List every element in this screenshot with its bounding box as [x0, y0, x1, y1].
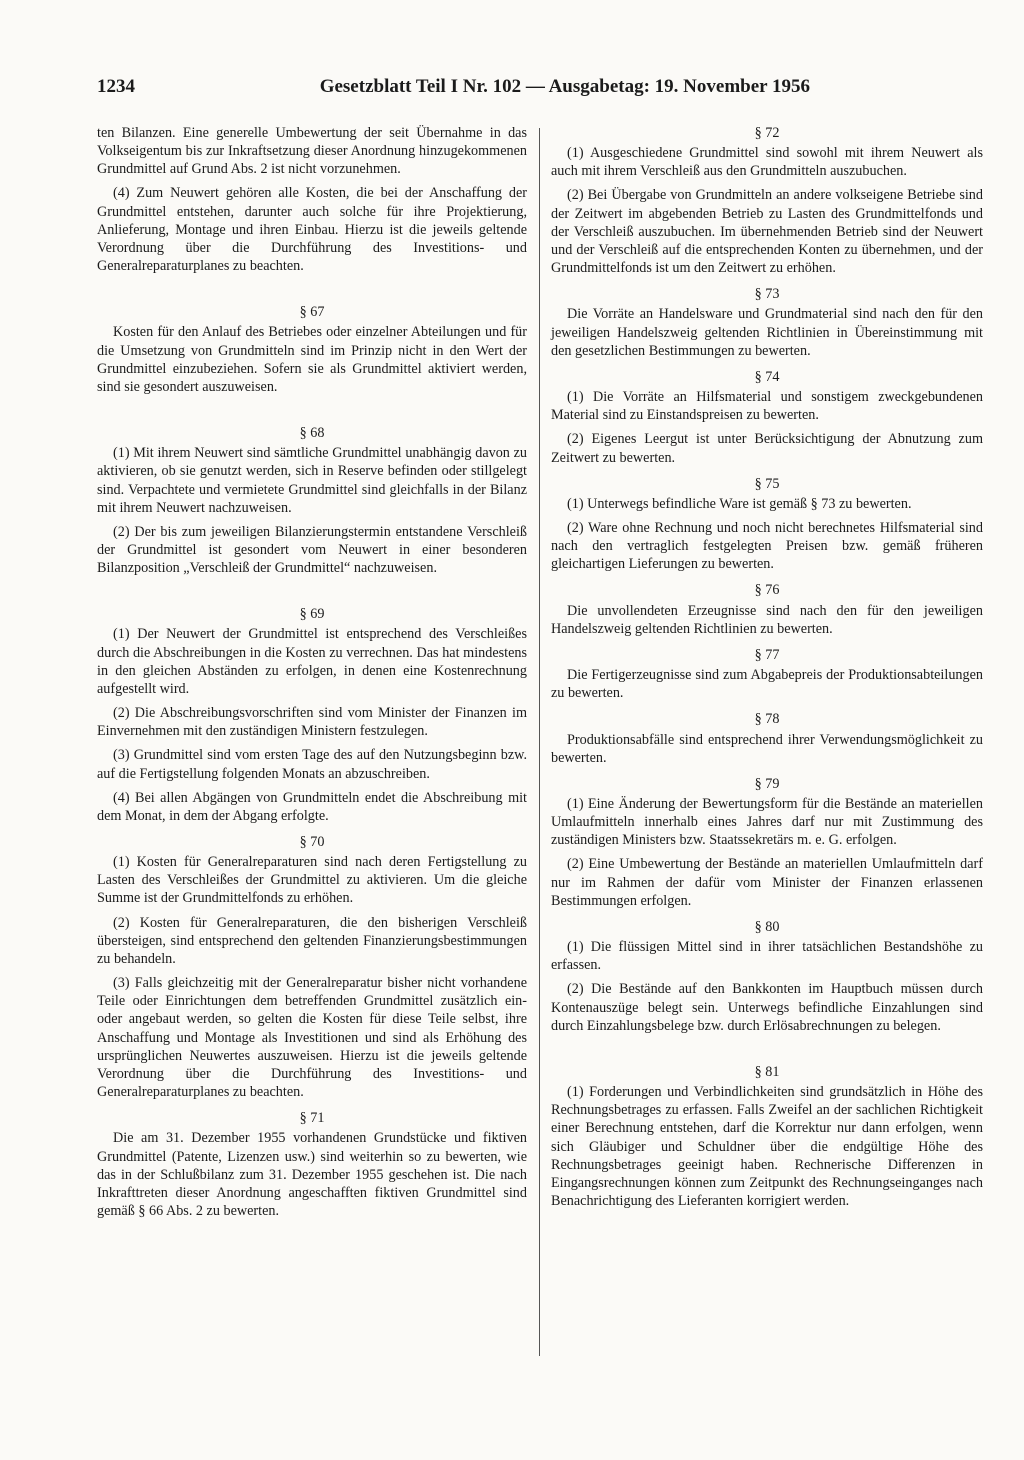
section-75-para-1: (1) Unterwegs befindliche Ware ist gemäß § 73 zu bewerten.	[567, 495, 912, 512]
column-divider	[539, 128, 540, 1356]
section-74-heading: § 74	[754, 368, 780, 385]
section-69-para-2: (2) Die Abschreibungsvorschriften sind vom Minister der Finanzen im Einvernehmen mit den zuständigen Ministern festzulegen.	[97, 705, 527, 740]
section-79-para-1: (1) Eine Änderung der Bewertungsform für die Bestände an materiellen Umlaufmitteln innerhalb eines Jahres darf nur mit Zustimmung des zuständigen Ministers bzw. Staatssekretärs m. e. G. erfolgen.	[551, 796, 983, 849]
section-72-para-2: (2) Bei Übergabe von Grundmitteln an andere volkseigene Betriebe sind der Zeitwert im abgebenden Betrieb zu Lasten des Grundmittelfonds und der Verschleiß auszubuchen. Im übernehmenden Betrieb sind der Neuwert und der Verschleiß auf die entsprechenden Konten zu übernehmen, und der Grundmittelfonds ist um den Zeitwert zu erhöhen.	[551, 187, 983, 277]
section-80-heading: § 80	[754, 918, 780, 935]
section-70-para-3: (3) Falls gleichzeitig mit der Generalreparatur bisher nicht vorhandene Teile oder Einrichtungen dem betreffenden Grundmittel zusätzlich ein- oder angebaut werden, so gelten die Kosten für diese Teile selbst, ihre Anschaffung und Montage als Investitionen und sind als Erhöhung des ursprünglichen Neuwertes auszuweisen. Hierzu ist die jeweils geltende Verordnung über die Durchführung des Investitions- und Generalreparaturplanes zu beachten.	[97, 975, 527, 1101]
section-75-para-2: (2) Ware ohne Rechnung und noch nicht berechnetes Hilfsmaterial sind nach den vertraglich festgelegten Preisen bzw. gemäß früheren gleichartigen Lieferungen zu bewerten.	[551, 519, 983, 573]
page-number: 1234	[97, 76, 135, 97]
section-70-para-2: (2) Kosten für Generalreparaturen, die den bisherigen Verschleiß übersteigen, sind entsprechend den geltenden Finanzierungsbestimmungen zu behandeln.	[97, 914, 527, 967]
section-69-para-3: (3) Grundmittel sind vom ersten Tage des auf den Nutzungsbeginn bzw. auf die Fertigstellung folgenden Monats an abzuschreiben.	[97, 747, 527, 782]
section-67-text: Kosten für den Anlauf des Betriebes oder einzelner Abteilungen und für die Umsetzung von Grundmitteln sind im Prinzip nicht in den Wert der Grundmittel einzubeziehen. Sofern sie als Grundmittel aktiviert werden, sind sie gesondert auszuweisen.	[97, 324, 527, 395]
section-81-heading: § 81	[754, 1063, 780, 1080]
page-header	[97, 76, 810, 104]
section-77-heading: § 77	[754, 646, 780, 663]
section-78-heading: § 78	[754, 711, 780, 728]
section-76-text: Die unvollendeten Erzeugnisse sind nach den für den jeweiligen Handelszweig geltenden Richtlinien zu bewerten.	[551, 602, 983, 637]
section-77-text: Die Fertigerzeugnisse sind zum Abgabepreis der Produktionsabteilungen zu bewerten.	[551, 667, 983, 702]
section-70-heading: § 70	[299, 834, 325, 850]
section-69-para-1: (1) Der Neuwert der Grundmittel ist entsprechend des Verschleißes durch die Abschreibungen in die Kosten zu verrechnen. Das hat mindestens in den gleichen Abständen zu erfolgen, in denen eine Kostenrechnung aufgestellt wird.	[97, 626, 527, 697]
section-74-para-2: (2) Eigenes Leergut ist unter Berücksichtigung der Abnutzung zum Zeitwert zu bewerten.	[551, 431, 983, 466]
section-73-text: Die Vorräte an Handelsware und Grundmaterial sind nach den für den jeweiligen Handelszweig geltenden Richtlinien in Übereinstimmung mit den gesetzlichen Bestimmungen zu bewerten.	[551, 306, 983, 359]
section-78-text: Produktionsabfälle sind entsprechend ihrer Verwendungsmöglichkeit zu bewerten.	[551, 731, 983, 766]
section-68-heading: § 68	[299, 425, 325, 442]
right-column	[551, 124, 983, 1216]
section-80-para-1: (1) Die flüssigen Mittel sind in ihrer tatsächlichen Bestandshöhe zu erfassen.	[551, 939, 983, 974]
section-76-heading: § 76	[754, 582, 780, 599]
section-79-para-2: (2) Eine Umbewertung der Bestände an materiellen Umlaufmitteln darf nur im Rahmen der dafür vom Minister der Finanzen erlassenen Bestimmungen erfolgen.	[551, 856, 983, 909]
section-68-para-1: (1) Mit ihrem Neuwert sind sämtliche Grundmittel unabhängig davon zu aktivieren, ob sie genutzt werden, sich in Reserve befinden oder stillgelegt sind. Verpachtete und vermietete Grundmittel sind gleichfalls in der Bilanz mit ihrem Neuwert nachzuweisen.	[97, 445, 527, 516]
paragraph-4: (4) Zum Neuwert gehören alle Kosten, die bei der Anschaffung der Grundmittel entstehen, darunter auch solche für ihre Projektierung, Anlieferung, Montage und ihren Einbau. Hierzu ist die jeweils geltende Verordnung über die Durchführung des Investitions- und Generalreparaturplanes zu beachten.	[97, 185, 527, 275]
section-67-heading: § 67	[299, 304, 325, 321]
spacer	[551, 1041, 983, 1055]
section-71-text: Die am 31. Dezember 1955 vorhandenen Grundstücke und fiktiven Grundmittel (Patente, Lizenzen usw.) sind weiterhin so zu bewerten, wie das in der Schlußbilanz zum 31. Dezember 1955 geschehen ist. Die nach Inkrafttreten dieser Anordnung angeschafften fiktiven Grundmittel sind gemäß § 66 Abs. 2 zu bewerten.	[97, 1130, 527, 1219]
section-72-heading: § 72	[754, 125, 780, 141]
section-79-heading: § 79	[754, 775, 780, 792]
running-title: Gesetzblatt Teil I Nr. 102 — Ausgabetag: 19. November 1956	[319, 76, 810, 97]
section-74-para-1: (1) Die Vorräte an Hilfsmaterial und sonstigem zweckgebundenen Material sind zu Einstandspreisen zu bewerten.	[551, 389, 983, 424]
section-71-heading: § 71	[299, 1110, 325, 1127]
section-80-para-2: (2) Die Bestände auf den Bankkonten im Hauptbuch müssen durch Kontenauszüge belegt sein. Unterwegs befindliche Einzahlungen sind durch Einzahlungsbelege bzw. durch Erlösabrechnungen zu belegen.	[551, 981, 983, 1034]
section-75-heading: § 75	[754, 475, 780, 492]
section-70-para-1: (1) Kosten für Generalreparaturen sind nach deren Fertigstellung zu Lasten des Verschleißes der Grundmittel zu aktivieren. Um die gleiche Summe ist der Grundmittelfonds zu erhöhen.	[97, 854, 527, 907]
spacer	[97, 583, 527, 597]
section-81-para-1: (1) Forderungen und Verbindlichkeiten sind grundsätzlich in Höhe des Rechnungsbetrages zu erfassen. Falls Zweifel an der sachlichen Richtigkeit einer Berechnung entstehen, darf die Korrektur nur dann erfolgen, wenn sich Gläubiger und Schuldner über die endgültige Höhe des Rechnungsbetrages geeinigt haben. Rechnerische Differenzen in Eingangsrechnungen können zum Zeitpunkt des Rechnungseinganges nach Benachrichtigung des Lieferanten korrigiert werden.	[551, 1084, 983, 1209]
left-column	[97, 124, 527, 1226]
section-69-para-4: (4) Bei allen Abgängen von Grundmitteln endet die Abschreibung mit dem Monat, in dem der Abgang erfolgte.	[97, 789, 527, 824]
section-72-para-1: (1) Ausgeschiedene Grundmittel sind sowohl mit ihrem Neuwert als auch mit ihrem Verschleiß aus den Grundmitteln auszubuchen.	[551, 145, 983, 180]
section-68-para-2: (2) Der bis zum jeweiligen Bilanzierungstermin entstandene Verschleiß der Grundmittel ist gesondert vom Neuwert in einer besonderen Bilanzposition „Verschleiß der Grundmittel“ nachzuweisen.	[97, 523, 527, 577]
spacer	[97, 281, 527, 295]
spacer	[97, 402, 527, 416]
section-73-heading: § 73	[754, 286, 780, 303]
section-69-heading: § 69	[299, 606, 325, 623]
paragraph-continuation: ten Bilanzen. Eine generelle Umbewertung der seit Übernahme in das Volkseigentum bis zur Inkraftsetzung dieser Anordnung hinzugekommenen Grundmittel auf Grund Abs. 2 ist nicht vorzunehmen.	[97, 125, 527, 178]
